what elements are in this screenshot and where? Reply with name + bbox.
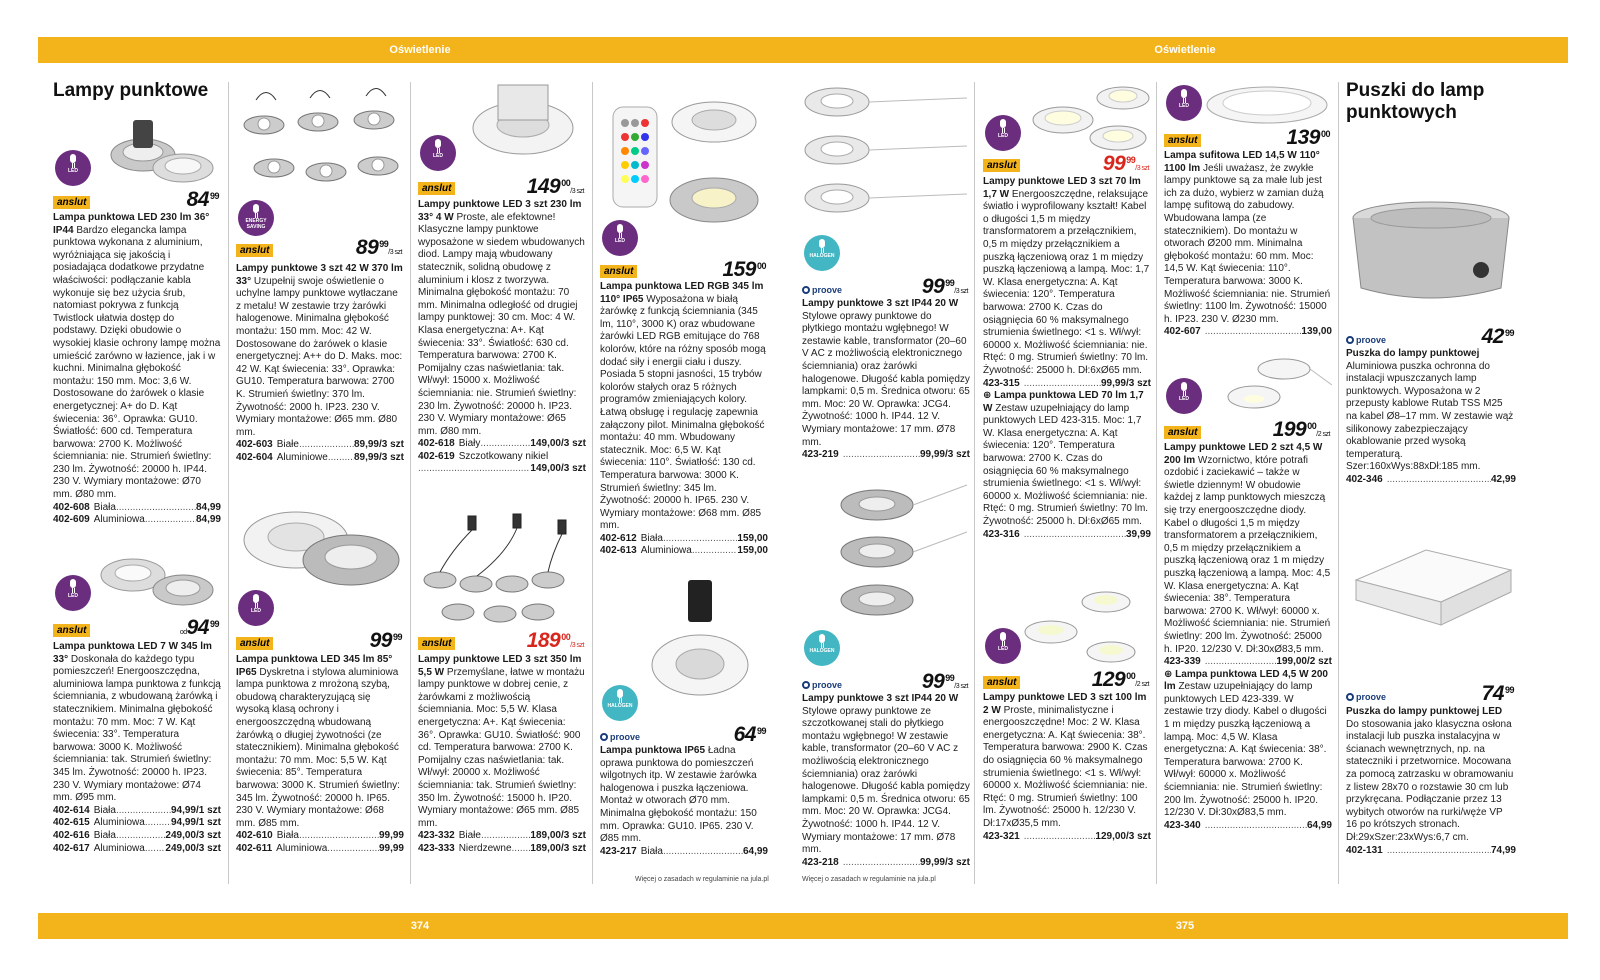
section-heading: Lampy punktowe	[53, 80, 209, 101]
product-name: Puszka do lampy punktowej LED	[1346, 706, 1503, 717]
anslut-logo: anslut	[53, 196, 90, 209]
spotlight-image	[93, 535, 218, 615]
product-description: Przemyślane, łatwe w montażu lampy punktowe w dobrej cenie, z żarówkami z możliwością ściemniania. Moc: 5,5 W. Klasa energetyczna: A+. Kąt świecenia: 36°. Oprawka: GU10. Światłość: 900 cd. Temperatura barwowa: 2700 K. Pomijalny czas naświetlania: tak. Wł/wył: 20000 x. Możliwość ściemniania: tak. Strumień świetlny: 350 lm. Żywotność: 15000 h. IP20. Wymiary montażowe: Ø65 mm. Ø85 mm.	[418, 666, 585, 829]
proove-logo: proove	[802, 680, 842, 690]
product-price: $199^{00}/2$ szt	[1272, 418, 1330, 441]
product-code-row: 402-346 ..... 42,99	[1346, 474, 1516, 487]
product-price: $159^{00}$	[722, 258, 766, 281]
anslut-logo: anslut	[236, 637, 273, 650]
product-name: Lampa punktowa LED 345 lm 85° IP65	[236, 654, 393, 678]
product-code-row: 423-321 ..... 129,00/3 szt	[983, 831, 1151, 844]
column-4	[600, 80, 768, 892]
column-divider	[974, 82, 975, 884]
led-badge: LED	[1166, 85, 1202, 121]
product-lampy-punktowe-led-3szt-350	[418, 654, 586, 856]
product-price: $99^{99}/3$ szt	[921, 670, 968, 693]
proove-logo: proove	[802, 285, 842, 295]
column-5	[802, 80, 970, 892]
product-price: $64^{99}$	[733, 723, 766, 746]
product-code-row: 402-131 ..... 74,99	[1346, 845, 1516, 858]
column-divider	[228, 82, 229, 884]
spotlight-image	[98, 110, 218, 200]
product-code-row: 423-218 ..... 99,99/3 szt	[802, 857, 970, 870]
product-price: $99^{99}/3$ szt	[921, 275, 968, 298]
product-code-row: 402-610 Biała ..... 99,99	[236, 830, 404, 843]
anslut-logo: anslut	[983, 676, 1020, 689]
led-badge: LED	[420, 135, 456, 171]
product-name: Lampy punktowe 3 szt 42 W 370 lm 33°	[236, 263, 403, 287]
ceiling-lamp-image	[1202, 80, 1332, 130]
product-code-row: 402-614 Biała ..... 94,99/1 szt	[53, 805, 221, 818]
product-name: Lampa punktowa IP65	[600, 745, 706, 756]
product-description: Energooszczędne, relaksujące światło i wyprofilowany kształt! Kabel o długości 1,5 m między transformatorem a przełącznikiem, 0,5 m między przełącznikiem a puszką łączeniową oraz 1 m między puszką łączeniową a lampą. Moc: 1,7 W. Klasa energetyczna: A. Kąt świecenia: 120°. Temperatura barwowa: 2700 K. Czas do osiągnięcia 60 % maksymalnego strumienia świetlnego: <1 s. Wł/wył: 60000 x. Możliwość ściemniania: nie. Rtęć: 0 mg. Strumień świetlny: 70 lm. Żywotność: 25000 h. Dł:6xØ65 mm.	[983, 188, 1150, 376]
section-header-bar-right	[802, 37, 1568, 63]
product-lampy-punktowe-led-3szt-100lm	[983, 692, 1151, 843]
anslut-logo: anslut	[236, 244, 273, 257]
anslut-logo: anslut	[53, 624, 90, 637]
product-lampa-punktowa-led-7w	[53, 641, 221, 855]
product-description: Wyposażona w białą żarówkę z funkcją ściemniania (345 lm, 110°, 3000 K) oraz wbudowane żarówki LED RGB emitujące do 768 kolorów, które na różny sposób mogą dodać siły i energii ciału i duszy. Posiada 5 stopni jasności, 15 trybów kolorów stałych oraz 5 różnych programów zmieniających kolory. Łatwą obsługę i regulację zapewnia załączony pilot. Minimalna głębokość montażu: 40 mm. Wbudowany statecznik. Moc: 6,5 W. Kąt świecenia: 110°. Światłość: 130 cd. Temperatura barwowa: 3000 K. Strumień świetlny: 345 lm. Żywotność: 20000 h. IP65. 230 V. Wymiary montażowe: Ø68 mm. Ø85 mm.	[600, 293, 766, 532]
product-code-row: 402-617 Aluminiowa ..... 249,00/3 szt	[53, 843, 221, 856]
led-badge: LED	[1166, 378, 1202, 414]
product-description: Proste, minimalistyczne i energooszczędne! Moc: 2 W. Klasa energetyczna: A. Kąt świecenia: 38°. Temperatura barwowa: 2900 K. Czas do osiągnięcia 60 % maksymalnego strumienia świetlnego: <1 s. Wł/wył: 60000 x. Możliwość ściemniania: nie. Rtęć: 0 mg. Strumień świetlny: 100 lm. Żywotność: 25000 h. 12/230 V. Dł:17xØ35,5 mm.	[983, 704, 1148, 829]
product-name: Lampy punktowe LED 2 szt 4,5 W 200 lm	[1164, 442, 1323, 466]
product-name: Lampa punktowa LED RGB 345 lm 110° IP65	[600, 281, 764, 305]
anslut-logo: anslut	[418, 182, 455, 195]
section-title: Oświetlenie	[389, 44, 451, 56]
product-code-row: 402-607 ..... 139,00	[1164, 326, 1332, 339]
led-spotlight-image	[1023, 80, 1151, 160]
product-code-row: 402-608 Biała ..... 84,99	[53, 502, 221, 515]
product-name: Puszka do lampy punktowej	[1346, 348, 1480, 359]
product-name: Lampa punktowa LED 230 lm 36° IP44	[53, 212, 210, 236]
product-description: Dyskretna i stylowa aluminiowa lampa punktowa z mrożoną szybą, obudową charakteryzującą się wysoką klasą ochrony i energooszczędną wbudowaną żarówką o długiej żywotności (ze statecznikiem). Minimalna głębokość montażu: 70 mm. Moc: 5,5 W. Kąt świecenia: 85°. Temperatura barwowa: 3000 K. Strumień świetlny: 345 lm. Żywotność: 20000 h. IP65. 230 V. Wymiary montażowe: Ø68 mm. Ø85 mm.	[236, 666, 400, 829]
footer-note: Więcej o zasadach w regulaminie na jula.pl	[802, 876, 936, 883]
led-badge: LED	[238, 590, 274, 626]
product-code-row: 402-615 Aluminiowa ..... 94,99/1 szt	[53, 817, 221, 830]
spotlight-image	[662, 80, 768, 240]
spotlight-set-image	[236, 80, 404, 190]
led-badge: LED	[55, 150, 91, 186]
product-name: Lampa sufitowa LED 14,5 W 110° 1100 lm	[1164, 150, 1320, 174]
product-code-row: 402-611 Aluminiowa ..... 99,99	[236, 843, 404, 856]
column-divider	[1156, 82, 1157, 884]
product-name: Lampa punktowa LED 7 W 345 lm 33°	[53, 641, 212, 665]
product-name: Lampy punktowe 3 szt IP44 20 W	[802, 298, 959, 309]
spotlight-ip65-image	[640, 580, 760, 710]
product-lampy-punktowe-led-2szt	[1164, 442, 1332, 832]
product-price: $99^{99}/3$ szt	[1102, 152, 1149, 175]
product-price: $129^{00}/2$ szt	[1091, 668, 1149, 691]
led-box-image	[1346, 540, 1516, 640]
led-spotlight-image	[1021, 580, 1151, 670]
anslut-logo: anslut	[1164, 426, 1201, 439]
product-price: $149^{00}/3$ szt	[526, 175, 584, 198]
product-code-row: 423-340 ..... 64,99	[1164, 820, 1332, 833]
product-price: $189^{00}/3$ szt	[526, 629, 584, 652]
product-price: $od94^{99}$	[179, 616, 219, 639]
product-name: Lampy punktowe LED 3 szt 350 lm 5,5 W	[418, 654, 582, 678]
product-code-row: 423-316 ..... 39,99	[983, 529, 1151, 542]
product-description: Bardzo elegancka lampa punktowa wykonana z aluminium, wyróżniająca się jakością i posiadająca dodatkowe przydatne właściwości: podłączanie kabla wykonuje się bez użycia śrub, natomiast pokrywa z funkcją Twistlock ułatwia dostęp do podstawy. Dzięki obudowie o wysokiej klasie ochrony lampę można umieścić zarówno w łazience, jak i w kuchni. Minimalna głębokość montażu: 150 mm. Moc: 3,6 W. Dostosowane do żarówek o klasie energetycznej: A+ do D. Kąt świecenia: 36°. Oprawka: GU10. Światłość: 600 cd. Temperatura barwowa: 2700 K. Możliwość ściemniania: nie. Strumień świetlny: 230 lm. Żywotność: 20000 h. IP44. 230 V. Wymiary montażowe: Ø70 mm. Ø80 mm.	[53, 224, 221, 501]
led-badge: ENERGY SAVING	[238, 200, 274, 236]
product-lampa-punktowa-led-230	[53, 212, 221, 527]
page-footer-bar-left	[38, 913, 802, 939]
product-lampy-punktowe-3szt-42w	[236, 263, 404, 465]
product-code-row: 402-619 Szczotkowany nikiel	[418, 450, 549, 462]
product-description: Stylowe oprawy punktowe ze szczotkowanej stali do płytkiego montażu wgłębnego! W zestawie kable, transformator (20–60 V AC z możliwością elektronicznego ściemniania) oraz żarówki halogenowe. Długość kabla pomiędzy lampkami: 0,5 m. Średnica otworu: 65 mm. Moc: 20 W. Oprawka: JCG4. Żywotność: 1000 h. IP44. 12 V. Wymiary montażowe: 17 mm. Ø78 mm.	[802, 705, 970, 856]
product-description: Aluminiowa puszka ochronna do instalacji wpuszczanych lamp punktowych. Wyposażona w 2 przepusty kablowe Rutab TSS M25 na kabel Ø8–17 mm. W zestawie wąż silikonowy zabezpieczający okablowanie przed wysoką temperaturą. Szer:160xWys:88xDł:185 mm.	[1346, 360, 1514, 473]
column-divider	[592, 82, 593, 884]
product-lampy-punktowe-3szt-ip44-white	[802, 298, 970, 462]
product-price: $139^{00}$	[1286, 126, 1330, 149]
section-heading: Puszki do lamp punktowych	[1346, 80, 1485, 123]
led-badge: LED	[985, 115, 1021, 151]
product-name-addon: ⊕ Lampa punktowa LED 4,5 W 200 lm Zestaw uzupełniający do lamp punktowych LED 423-339. W zestawie trzy diody. Kabel o długości 1 m między puszką łączeniową a lampą. Moc: 4,5 W. Klasa energetyczna: A. Kąt świecenia: 38°. Temperatura barwowa: 2700 K. Wł/wył: 60000 x. Możliwość ściemniania: nie. Strumień świetlny: 200 lm. Żywotność: 25000 h. IP20. 12/230 V. Dł:30xØ83,5 mm.	[1164, 668, 1328, 819]
product-name: Lampy punktowe 3 szt IP44 20 W	[802, 693, 959, 704]
led-badge: LED	[985, 628, 1021, 664]
product-code-row: 402-613 Aluminiowa ..... 159,00	[600, 545, 768, 558]
page-number: 375	[1175, 920, 1195, 932]
product-code-row: 402-609 Aluminiowa ..... 84,99	[53, 514, 221, 527]
product-code-row: 402-612 Biała ..... 159,00	[600, 533, 768, 546]
product-name: Lampy punktowe LED 3 szt 100 lm 2 W	[983, 692, 1147, 716]
spotlight-set-image	[832, 480, 970, 630]
halogen-badge: HALOGEN	[804, 235, 840, 271]
proove-logo: proove	[1346, 692, 1386, 702]
product-lampa-punktowa-ip65	[600, 745, 768, 858]
product-lampy-punktowe-led-3szt-230	[418, 199, 586, 476]
product-description: Uzupełnij swoje oświetlenie o uchylne lampy punktowe wytłaczane z metalu! W zestawie trzy żarówki halogenowe. Minimalna głębokość montażu: 150 mm. Moc: 42 W. Dostosowane do żarówek o klasie energetycznej: A++ do D. Maks. moc: 42 W. Kąt świecenia: 33°. Oprawka: GU10. Temperatura barwowa: 2700 K. Strumień świetlny: 370 lm. Żywotność: 2000 h. IP23. 230 V. Wymiary montażowe: Ø65 mm. Ø80 mm.	[236, 275, 403, 438]
product-code-row: 423-217 Biała ..... 64,99	[600, 846, 768, 859]
halogen-badge: HALOGEN	[804, 630, 840, 666]
product-description: Jeśli uważasz, że zwykłe lampy punktowe są za małe lub jest ich za dużo, wybierz w zamian dużą lampę sufitową do zabudowy. Wbudowana lampa (ze statecznikiem). Do montażu w otworach Ø200 mm. Minimalna głębokość montażu: 60 mm. Moc: 14,5 W. Kąt świecenia: 110°. Temperatura barwowa: 3000 K. Możliwość ściemniania: nie. Strumień świetlny: 1100 lm. Żywotność: 15000 h. IP23. 230 V. Ø230 mm.	[1164, 162, 1331, 325]
page-number: 374	[410, 920, 430, 932]
product-code-row: 402-603 Białe ..... 89,99/3 szt	[236, 439, 404, 452]
product-code-row: 423-339 ..... 199,00/2 szt	[1164, 656, 1332, 669]
product-description: Wzornictwo, które potrafi ozdobić i zaciekawić – także w świetle dziennym! W obudowie każdej z lamp punktowych mieszczą się trzy energooszczędne diody. Kabel o długości 1,5 m między transformatorem a przełącznikiem, 0,5 m między przełącznikiem a puszką łączeniową oraz 1 m między puszką łączeniową a lampą. Moc: 4,5 W. Klasa energetyczna: A. Kąt świecenia: 38°. Temperatura barwowa: 2700 K. Wł/wył: 60000 x. Możliwość ściemniania: nie. Strumień świetlny: 200 lm. Żywotność: 25000 h. IP20. 12/230 V. Dł:30xØ83,5 mm.	[1164, 454, 1331, 655]
product-description: Proste, ale efektowne! Klasyczne lampy punktowe wyposażone w siedem wbudowanych diod. Lampy mają wbudowany statecznik, solidną obudowę z aluminium i klosz z tworzywa. Minimalna głębokość montażu: 70 mm. Minimalna odległość od drugiej lampy punktowej: 30 cm. Moc: 4 W. Klasa energetyczna: A+. Kąt świecenia: 33°. Światłość: 630 cd. Temperatura barwowa: 2700 K. Pomijalny czas naświetlania: tak. Wł/wył: 15000 x. Możliwość ściemniania: nie. Strumień świetlny: 230 lm. Żywotność: 20000 h. IP23. 230 V. Wymiary montażowe: Ø65 mm. Ø80 mm.	[418, 211, 585, 437]
product-description: Doskonała do każdego typu pomieszczeń! Energooszczędna, aluminiowa lampa punktowa z funkcją ściemniania, z wbudowaną żarówką i statecznikiem. Minimalna głębokość montażu: 70 mm. Moc: 7 W. Kąt świecenia: 33°. Temperatura barwowa: 3000 K. Możliwość ściemniania: tak. Strumień świetlny: 345 lm. Żywotność: 20000 h. IP23. 230 V. Wymiary montażowe: Ø74 mm. Ø95 mm.	[53, 653, 221, 804]
page-footer-bar-right	[802, 913, 1568, 939]
product-lampa-sufitowa-led	[1164, 150, 1332, 339]
product-lampy-punktowe-3szt-ip44-steel	[802, 693, 970, 869]
spotlight-set-image	[802, 80, 970, 225]
anslut-logo: anslut	[600, 265, 637, 278]
spotlight-set-image	[418, 510, 586, 630]
spotlight-image	[468, 80, 586, 170]
product-puszka-do-lampy-punktowej-led	[1346, 706, 1516, 857]
column-2	[236, 80, 404, 892]
halogen-badge: HALOGEN	[602, 685, 638, 721]
product-name: Lampy punktowe LED 3 szt 70 lm 1,7 W	[983, 176, 1141, 200]
proove-logo: proove	[600, 732, 640, 742]
product-puszka-do-lampy-punktowej	[1346, 348, 1516, 487]
section-header-bar-left	[38, 37, 802, 63]
led-badge: LED	[55, 575, 91, 611]
product-description: Do stosowania jako klasyczna osłona instalacji lub puszka instalacyjna w ścianach wewnętrznych, np. na stateczniki i przetwornice. Mocowana za pomocą zatrzasku w obramowaniu z listew 28x70 o rozstawie 30 cm lub przykręcana. Podłączanie przez 13 wybitych otworów na rurki/węże VP 16 po krótszych stronach. Dł:29xSzer:23xWys:6,7 cm.	[1346, 718, 1514, 843]
section-title: Oświetlenie	[1154, 44, 1216, 56]
anslut-logo: anslut	[418, 637, 455, 650]
column-divider	[1338, 82, 1339, 884]
product-price: $89^{99}/3$ szt	[355, 236, 402, 259]
product-price: $84^{99}$	[186, 188, 219, 211]
led-badge: LED	[602, 220, 638, 256]
proove-logo: proove	[1346, 335, 1386, 345]
footer-note: Więcej o zasadach w regulaminie na jula.pl	[635, 876, 769, 883]
product-name: Lampy punktowe LED 3 szt 230 lm 33° 4 W	[418, 199, 582, 223]
product-code-row: ..... 149,00/3 szt	[418, 463, 586, 476]
product-price: $42^{99}$	[1481, 325, 1514, 348]
product-description: Stylowe oprawy punktowe do płytkiego montażu wgłębnego! W zestawie kable, transformator (20–60 V AC z możliwością elektronicznego ściemniania) oraz żarówki halogenowe. Długość kabla pomiędzy lampkami: 0,5 m. Średnica otworu: 65 mm. Moc: 20 W. Oprawka: JCG4. Żywotność: 1000 h. IP44. 12 V. Wymiary montażowe: 17 mm. Ø78 mm.	[802, 310, 970, 448]
product-code-row: 402-618 Biały ..... 149,00/3 szt	[418, 438, 586, 451]
product-code-row: 402-616 Biała ..... 249,00/3 szt	[53, 830, 221, 843]
product-lampa-punktowa-led-345-85	[236, 654, 404, 856]
column-6	[983, 80, 1151, 892]
remote-control-image	[605, 105, 665, 215]
product-description: Ładna oprawa punktowa do pomieszczeń wilgotnych itp. W zestawie żarówka halogenowa i puszka łączeniowa. Montaż w otworach Ø70 mm. Minimalna głębokość montażu: 150 mm. Oprawka: GU10. IP65. 230 V. Ø85 mm.	[600, 745, 757, 845]
column-3	[418, 80, 586, 892]
product-code-row: 423-332 Białe ..... 189,00/3 szt	[418, 830, 586, 843]
product-price: $74^{99}$	[1481, 682, 1514, 705]
product-code-row: 402-604 Aluminiowe ..... 89,99/3 szt	[236, 452, 404, 465]
product-name-addon: ⊕ Lampa punktowa LED 70 lm 1,7 W Zestaw uzupełniający do lamp punktowych LED 423-315. Moc: 1,7 W. Klasa energetyczna: A. Kąt świecenia: 120°. Temperatura barwowa: 2700 K. Czas do osiągnięcia 60 % maksymalnego strumienia świetlnego: <1 s. Wł/wył: 60000 x. Możliwość ściemniania: nie. Rtęć: 0 mg. Strumień świetlny: 70 lm. Żywotność: 25000 h. Dł:6xØ65 mm.	[983, 390, 1149, 528]
column-7	[1164, 80, 1332, 892]
aluminium-box-image	[1346, 198, 1516, 318]
product-lampa-punktowa-led-rgb	[600, 281, 768, 558]
product-lampy-punktowe-led-3szt-70lm	[983, 176, 1151, 541]
product-code-row: 423-315 ..... 99,99/3 szt	[983, 378, 1151, 391]
anslut-logo: anslut	[1164, 134, 1201, 147]
column-8	[1346, 80, 1516, 892]
product-code-row: 423-219 ..... 99,99/3 szt	[802, 449, 970, 462]
anslut-logo: anslut	[983, 159, 1020, 172]
column-1	[53, 80, 221, 892]
column-divider	[410, 82, 411, 884]
led-spotlight-image	[1224, 355, 1332, 415]
product-price: $99^{99}$	[369, 629, 402, 652]
spotlight-image	[236, 485, 404, 595]
product-code-row: 423-333 Nierdzewne ..... 189,00/3 szt	[418, 843, 586, 856]
